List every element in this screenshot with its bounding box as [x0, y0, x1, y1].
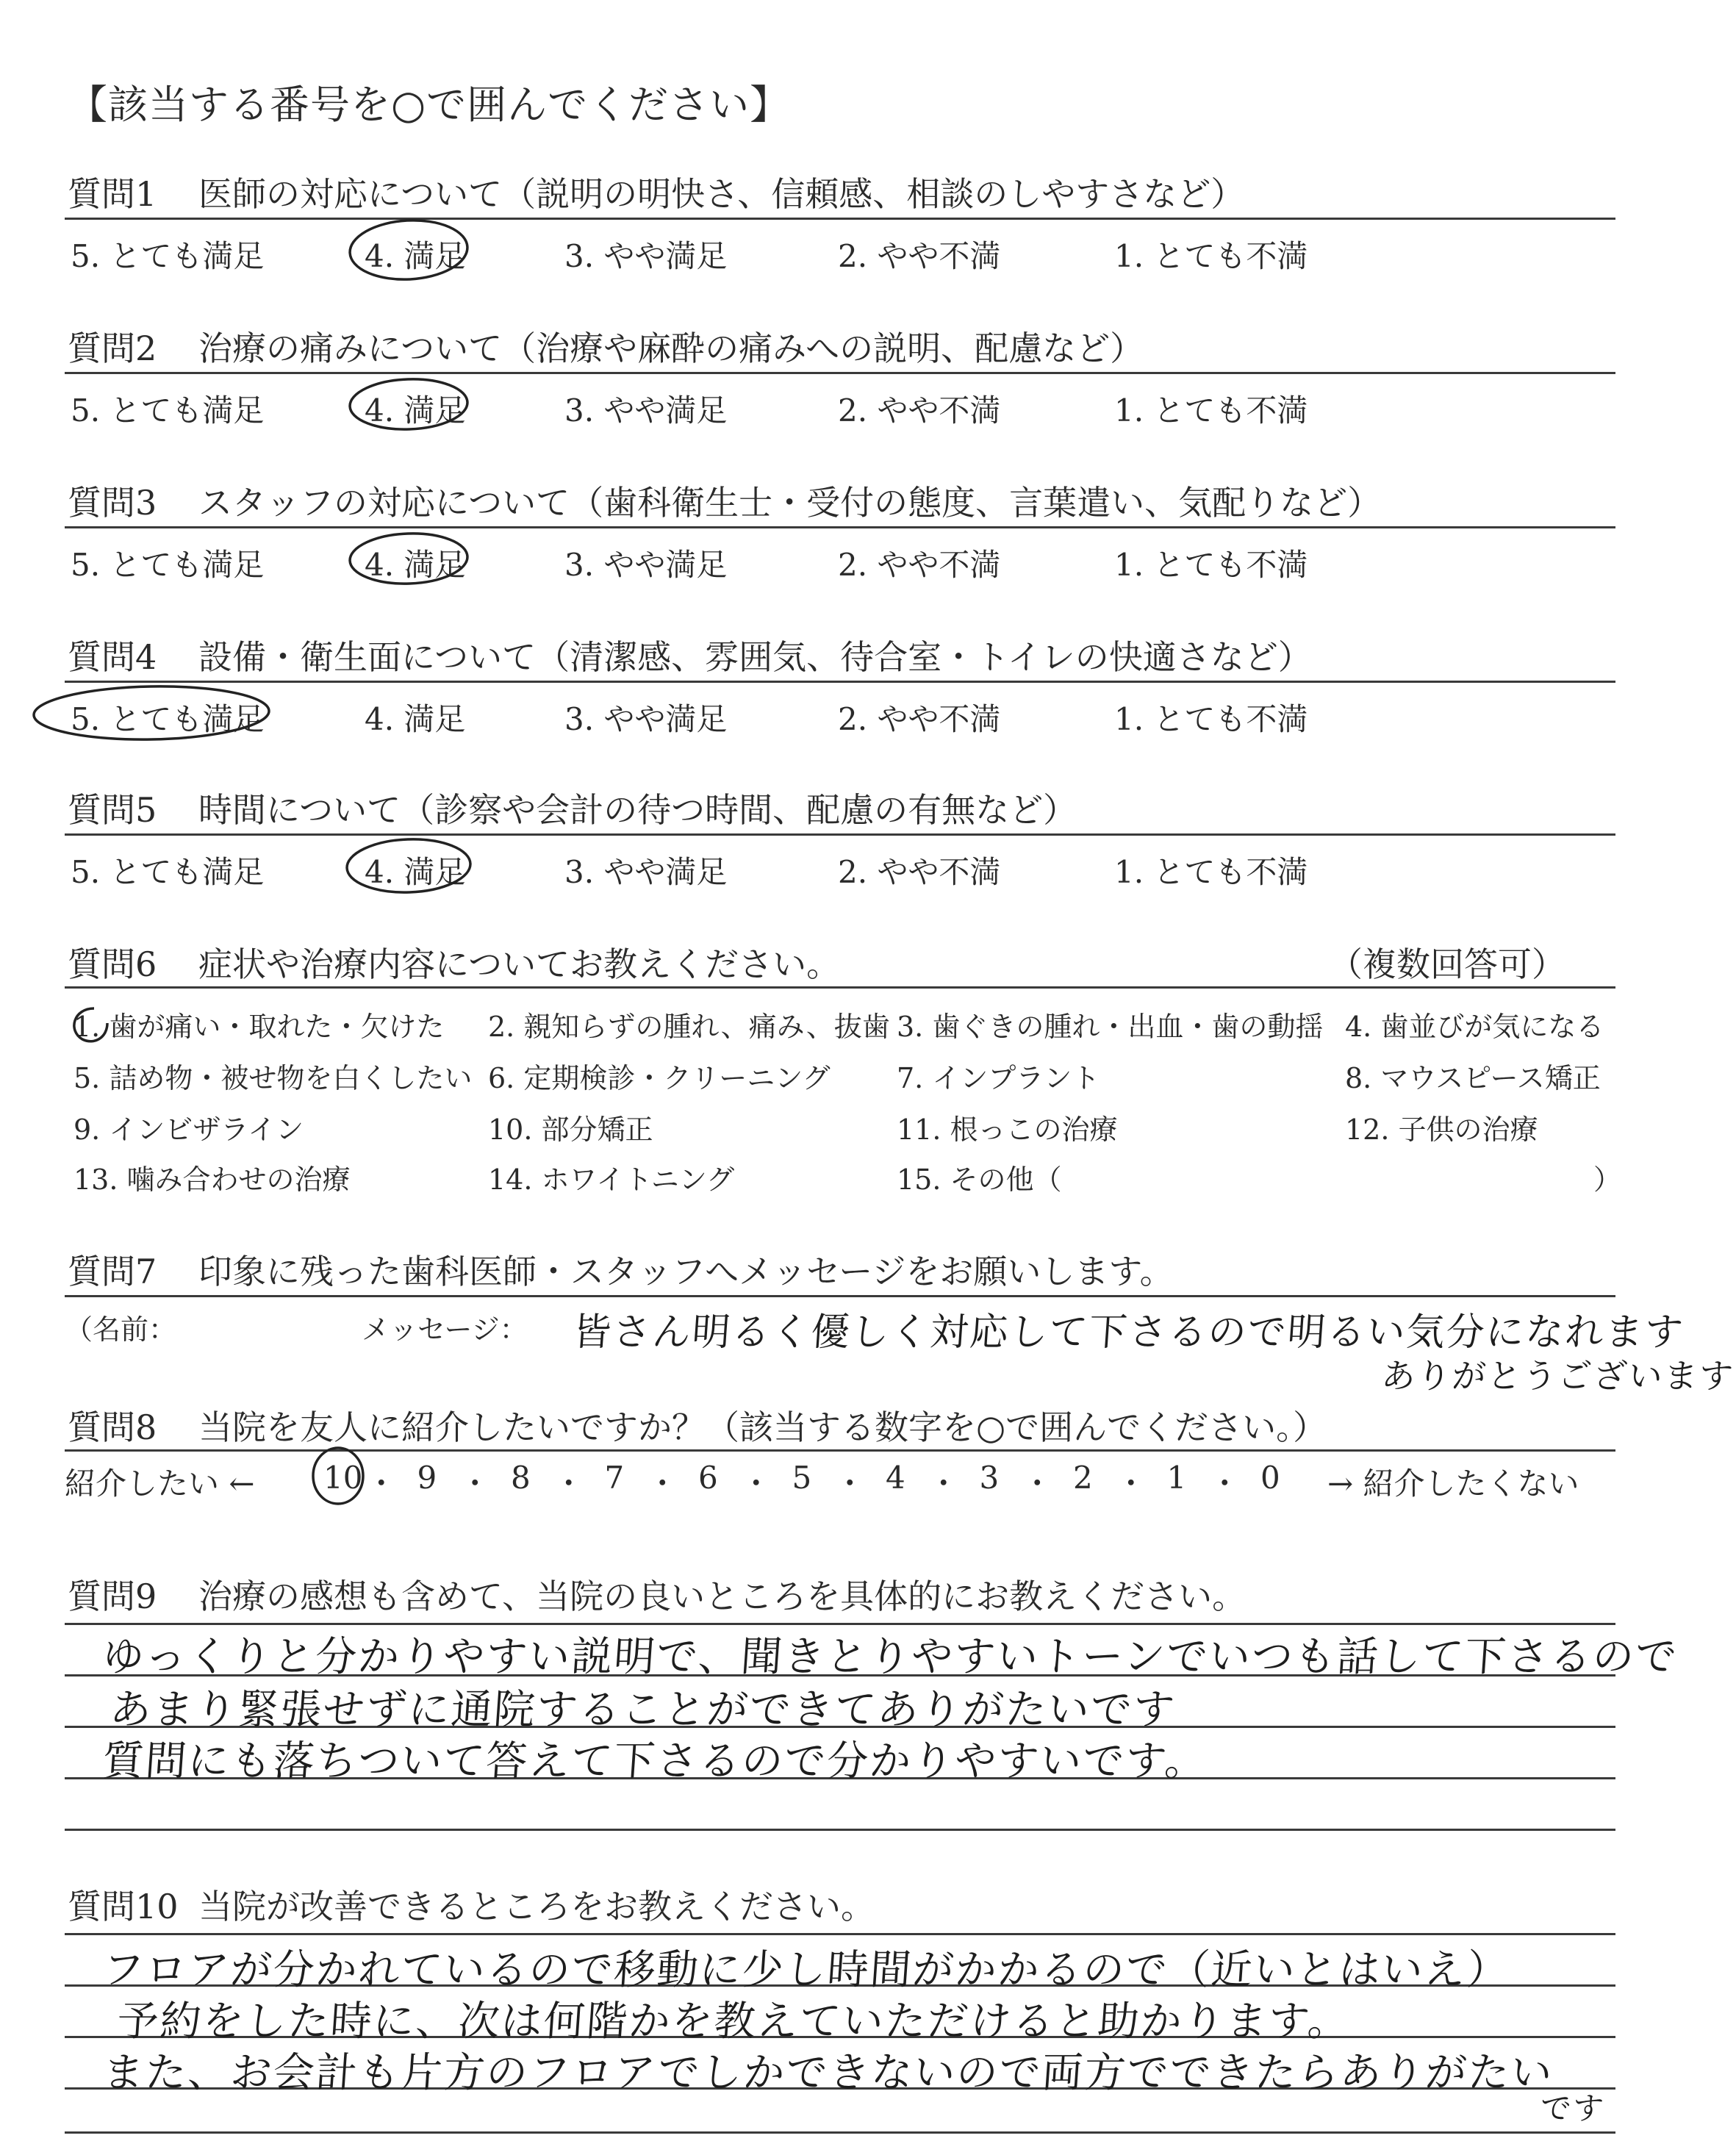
- rating-option-3[interactable]: 3. やや満足: [564, 854, 728, 890]
- scale-right-label: → 紹介したくない: [1327, 1466, 1579, 1502]
- checkbox-item-4[interactable]: 4. 歯並びが気になる: [1345, 1011, 1604, 1043]
- scale-separator: ・: [928, 1466, 959, 1502]
- multiple-answer-note: （複数回答可）: [1329, 944, 1565, 984]
- rating-option-3[interactable]: 3. やや満足: [564, 547, 728, 583]
- question-label: 質問2: [68, 329, 157, 368]
- scale-separator: ・: [459, 1466, 491, 1502]
- handwritten-answer-line3: また、お会計も片方のフロアでしかできないので両方でできたらありがたい: [101, 2049, 1555, 2097]
- checkbox-item-3[interactable]: 3. 歯ぐきの腫れ・出血・歯の動揺: [897, 1011, 1324, 1043]
- handwritten-answer-line3: 質問にも落ちついて答えて下さるので分かりやすいです。: [101, 1737, 1209, 1785]
- checkbox-item-9[interactable]: 9. インビザライン: [73, 1113, 304, 1146]
- checkbox-item-15[interactable]: 15. その他（: [897, 1163, 1062, 1196]
- question-label: 質問1: [68, 174, 157, 214]
- scale-separator: ・: [834, 1466, 866, 1502]
- rating-option-5[interactable]: 5. とても満足: [71, 701, 265, 737]
- scale-option-5[interactable]: 5: [792, 1460, 812, 1496]
- scale-separator: ・: [1115, 1466, 1147, 1502]
- handwritten-answer-line2: 予約をした時に、次は何階かを教えていただけると助かります。: [115, 1998, 1352, 2045]
- rating-option-5[interactable]: 5. とても満足: [71, 392, 265, 428]
- name-field-label: （名前：: [65, 1313, 177, 1346]
- scale-option-0[interactable]: 0: [1260, 1460, 1280, 1496]
- question-text: 当院を友人に紹介したいですか？（該当する数字を○で囲んでください。）: [198, 1407, 1327, 1447]
- checkbox-item-8[interactable]: 8. マウスピース矯正: [1345, 1062, 1601, 1094]
- checkbox-item-10[interactable]: 10. 部分矯正: [488, 1113, 653, 1146]
- rating-option-1[interactable]: 1. とても不満: [1114, 238, 1308, 274]
- question-text: 印象に残った歯科医師・スタッフへメッセージをお願いします。: [198, 1252, 1174, 1291]
- rating-option-1[interactable]: 1. とても不満: [1114, 547, 1308, 583]
- question-text: 医師の対応について（説明の明快さ、信頼感、相談のしやすさなど）: [198, 174, 1245, 214]
- scale-separator: ・: [1022, 1466, 1053, 1502]
- scale-option-4[interactable]: 4: [886, 1460, 905, 1496]
- question-label: 質問8: [68, 1407, 157, 1447]
- checkbox-item-11[interactable]: 11. 根っこの治療: [897, 1113, 1118, 1146]
- checkbox-item-2[interactable]: 2. 親知らずの腫れ、痛み、抜歯: [488, 1011, 890, 1043]
- rating-option-3[interactable]: 3. やや満足: [564, 238, 728, 274]
- rating-option-4[interactable]: 4. 満足: [365, 547, 466, 583]
- checkbox-item-13[interactable]: 13. 噛み合わせの治療: [73, 1163, 351, 1196]
- rating-option-2[interactable]: 2. やや不満: [838, 547, 1001, 583]
- question-label: 質問7: [68, 1252, 157, 1291]
- rating-option-2[interactable]: 2. やや不満: [838, 854, 1001, 890]
- rating-option-5[interactable]: 5. とても満足: [71, 854, 265, 890]
- question-label: 質問3: [68, 483, 157, 523]
- scale-option-6[interactable]: 6: [698, 1460, 718, 1496]
- checkbox-item-7[interactable]: 7. インプラント: [897, 1062, 1100, 1094]
- scale-option-3[interactable]: 3: [979, 1460, 1000, 1496]
- checkbox-item-1[interactable]: 1. 歯が痛い・取れた・欠けた: [73, 1011, 445, 1043]
- question-text: スタッフの対応について（歯科衛生士・受付の態度、言葉遣い、気配りなど）: [198, 483, 1382, 523]
- rating-option-4[interactable]: 4. 満足: [365, 392, 466, 428]
- question-label: 質問5: [68, 790, 157, 830]
- rating-option-5[interactable]: 5. とても満足: [71, 238, 265, 274]
- checkbox-item-5[interactable]: 5. 詰め物・被せ物を白くしたい: [73, 1062, 473, 1094]
- handwritten-answer-line2: あまり緊張せずに通院することができてありがたいです: [108, 1686, 1177, 1734]
- question-label: 質問10: [68, 1887, 179, 1926]
- rating-option-4[interactable]: 4. 満足: [365, 854, 466, 890]
- question-label: 質問9: [68, 1577, 157, 1616]
- rating-option-2[interactable]: 2. やや不満: [838, 392, 1001, 428]
- scale-separator: ・: [740, 1466, 772, 1502]
- scale-separator: ・: [553, 1466, 584, 1502]
- question-text: 治療の感想も含めて、当院の良いところを具体的にお教えください。: [198, 1577, 1247, 1616]
- scale-option-2[interactable]: 2: [1073, 1460, 1093, 1496]
- rating-option-1[interactable]: 1. とても不満: [1114, 701, 1308, 737]
- other-close-paren: ）: [1593, 1163, 1622, 1196]
- rating-option-1[interactable]: 1. とても不満: [1114, 854, 1308, 890]
- checkbox-item-6[interactable]: 6. 定期検診・クリーニング: [488, 1062, 831, 1094]
- scale-option-10[interactable]: 10: [323, 1460, 363, 1496]
- rating-option-2[interactable]: 2. やや不満: [838, 238, 1001, 274]
- scale-option-7[interactable]: 7: [604, 1460, 625, 1496]
- message-field-label: メッセージ：: [362, 1313, 528, 1346]
- question-text: 治療の痛みについて（治療や麻酔の痛みへの説明、配慮など）: [198, 329, 1144, 368]
- question-text: 症状や治療内容についてお教えください。: [198, 944, 841, 984]
- question-label: 質問6: [68, 944, 157, 984]
- handwritten-message-line1: 皆さん明るく優しく対応して下さるので明るい気分になれます: [571, 1310, 1686, 1355]
- scale-option-9[interactable]: 9: [417, 1460, 437, 1496]
- question-text: 当院が改善できるところをお教えください。: [198, 1887, 875, 1926]
- question-text: 時間について（診察や会計の待つ時間、配慮の有無など）: [198, 790, 1077, 830]
- rating-option-4[interactable]: 4. 満足: [365, 238, 466, 274]
- rating-option-3[interactable]: 3. やや満足: [564, 392, 728, 428]
- handwritten-answer-line4: です: [1539, 2090, 1607, 2126]
- rating-option-5[interactable]: 5. とても満足: [71, 547, 265, 583]
- scale-left-label: 紹介したい ←: [65, 1466, 255, 1502]
- page-title: 【該当する番号を○で囲んでください】: [68, 82, 791, 128]
- scale-option-8[interactable]: 8: [511, 1460, 531, 1496]
- handwritten-answer-line1: フロアが分かれているので移動に少し時間がかかるので（近いとはいえ）: [101, 1946, 1511, 1994]
- scale-separator: ・: [647, 1466, 678, 1502]
- rating-option-1[interactable]: 1. とても不満: [1114, 392, 1308, 428]
- handwritten-answer-line1: ゆっくりと分かりやすい説明で、聞きとりやすいトーンでいつも話して下さるので: [101, 1633, 1680, 1681]
- checkbox-item-14[interactable]: 14. ホワイトニング: [488, 1163, 735, 1196]
- rating-option-4[interactable]: 4. 満足: [365, 701, 466, 737]
- checkbox-item-12[interactable]: 12. 子供の治療: [1345, 1113, 1538, 1146]
- question-text: 設備・衛生面について（清潔感、雰囲気、待合室・トイレの快適さなど）: [198, 637, 1312, 677]
- scale-separator: ・: [1209, 1466, 1241, 1502]
- question-label: 質問4: [68, 637, 157, 677]
- scale-separator: ・: [365, 1466, 397, 1502]
- scale-option-1[interactable]: 1: [1166, 1460, 1187, 1496]
- rating-option-3[interactable]: 3. やや満足: [564, 701, 728, 737]
- rating-option-2[interactable]: 2. やや不満: [838, 701, 1001, 737]
- handwritten-message-line2: ありがとうございます: [1380, 1356, 1736, 1396]
